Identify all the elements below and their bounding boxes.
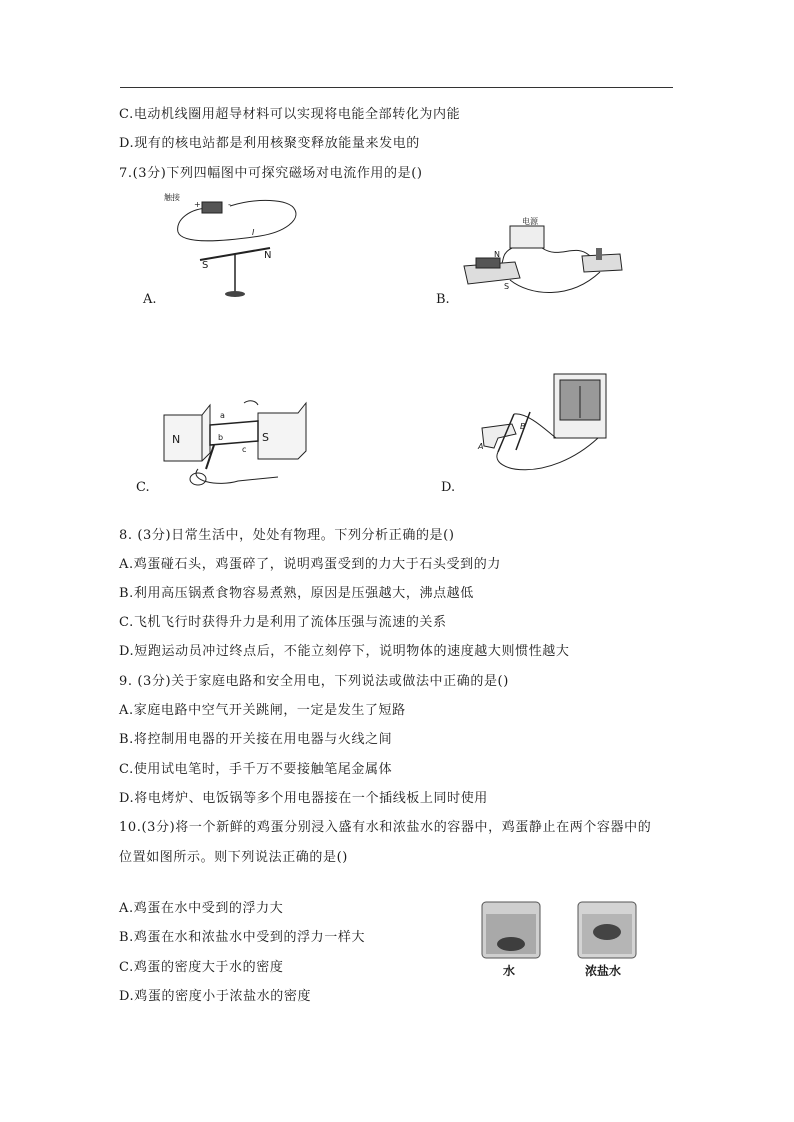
q9-option-b: B.将控制用电器的开关接在用电器与火线之间 [119, 732, 393, 747]
q8-stem: 8. (3分)日常生活中，处处有物理。下列分析正确的是() [119, 528, 455, 543]
q10-beaker-brine [576, 900, 638, 960]
q10-option-d: D.鸡蛋的密度小于浓盐水的密度 [119, 989, 312, 1004]
beaker-label-brine: 浓盐水 [585, 964, 622, 978]
power-supply-icon [510, 226, 544, 248]
q8-option-d: D.短跑运动员冲过终点后，不能立刻停下，说明物体的速度越大则惯性越大 [119, 644, 570, 659]
q10-stem-line2: 位置如图所示。则下列说法正确的是() [119, 850, 348, 865]
q6-option-d: D.现有的核电站都是利用核聚变释放能量来发电的 [119, 136, 420, 151]
beaker-label-water: 水 [503, 964, 516, 978]
q9-option-a: A.家庭电路中空气开关跳闸，一定是发生了短路 [119, 703, 406, 718]
q8-option-a: A.鸡蛋碰石头，鸡蛋碎了，说明鸡蛋受到的力大于石头受到的力 [119, 557, 501, 572]
egg-icon [593, 924, 621, 940]
q10-stem-line1: 10.(3分)将一个新鲜的鸡蛋分别浸入盛有水和浓盐水的容器中，鸡蛋静止在两个容器中的 [119, 820, 652, 835]
battery-icon [202, 202, 222, 213]
q7-label-a: A. [143, 292, 157, 307]
q9-option-d: D.将电烤炉、电饭锅等多个用电器接在一个插线板上同时使用 [119, 791, 488, 806]
q6-option-c: C.电动机线圈用超导材料可以实现将电能全部转化为内能 [119, 107, 461, 122]
q9-stem: 9. (3分)关于家庭电路和安全用电，下列说法或做法中正确的是() [119, 674, 509, 689]
q7-figure-b: 电源 N S [460, 214, 640, 304]
q7-label-c: C. [136, 480, 150, 495]
q7-figure-c: N S a b c [158, 395, 308, 495]
q7-figure-a: 触接 + - I S N [160, 190, 310, 302]
q10-option-a: A.鸡蛋在水中受到的浮力大 [119, 901, 284, 916]
q10-beaker-water [480, 900, 542, 960]
q8-option-c: C.飞机飞行时获得升力是利用了流体压强与流速的关系 [119, 615, 447, 630]
q7-stem: 7.(3分)下列四幅图中可探究磁场对电流作用的是() [119, 166, 423, 181]
q10-option-c: C.鸡蛋的密度大于水的密度 [119, 960, 284, 975]
header-rule [120, 87, 673, 88]
q7-label-d: D. [441, 480, 456, 495]
q9-option-c: C.使用试电笔时，手千万不要接触笔尾金属体 [119, 762, 393, 777]
q8-option-b: B.利用高压锅煮食物容易煮熟，原因是压强越大，沸点越低 [119, 586, 474, 601]
q7-label-b: B. [436, 292, 450, 307]
q7-figure-d: B A [468, 372, 618, 490]
q10-option-b: B.鸡蛋在水和浓盐水中受到的浮力一样大 [119, 930, 366, 945]
egg-icon [497, 937, 525, 951]
touch-label: 触接 [164, 193, 180, 202]
